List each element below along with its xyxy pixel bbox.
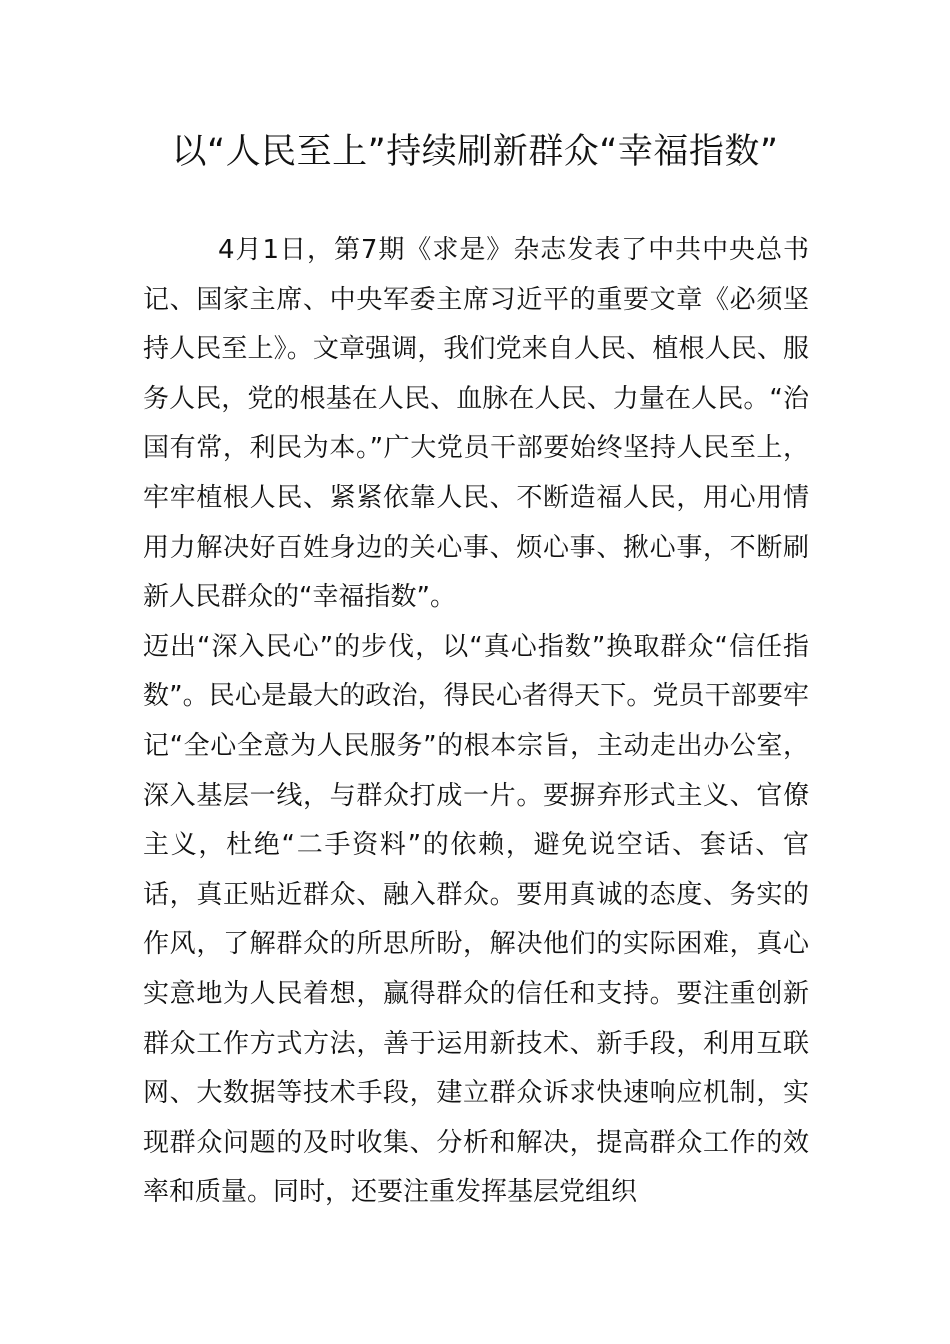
article-body [143, 226, 809, 1218]
page-title: 以“人民至上”持续刷新群众“幸福指数” [171, 132, 779, 172]
paragraph-2: 迈出“深入民心”的步伐，以“真心指数”换取群众“信任指数”。民心是最大的政治，得民心者得天下。党员干部要牢记“全心全意为人民服务”的根本宗旨，主动走出办公室，深入基层一线，与群众打成一片。要摒弃形式主义、官僚主义，杜绝“二手资料”的依赖，避免说空话、套话、官话，真正贴近群众、融入群众。要用真诚的态度、务实的作风，了解群众的所思所盼，解决他们的实际困难，真心实意地为人民着想，赢得群众的信任和支持。要注重创新群众工作方式方法，善于运用新技术、新手段，利用互联网、大数据等技术手段，建立群众诉求快速响应机制，实现群众问题的及时收集、分析和解决，提高群众工作的效率和质量。同时，还要注重发挥基层党组织 [143, 631, 809, 1208]
paragraph-1: 4月1日，第7期《求是》杂志发表了中共中央总书记、国家主席、中央军委主席习近平的重要文章《必须坚持人民至上》。文章强调，我们党来自人民、植根人民、服务人民，党的根基在人民、血脉在人民、力量在人民。“治国有常，利民为本。”广大党员干部要始终坚持人民至上，牢牢植根人民、紧紧依靠人民、不断造福人民，用心用情用力解决好百姓身边的关心事、烦心事、揪心事，不断刷新人民群众的“幸福指数”。 [143, 235, 809, 613]
